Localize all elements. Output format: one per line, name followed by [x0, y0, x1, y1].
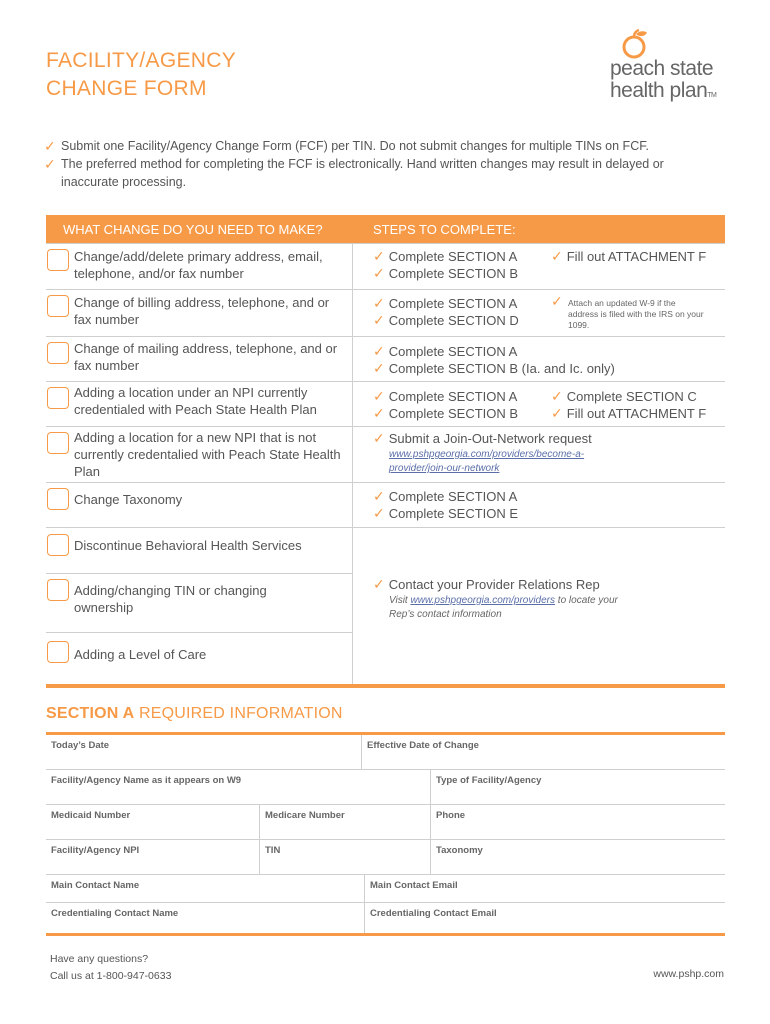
- step-text: Contact your Provider Relations Rep: [388, 577, 600, 592]
- taxonomy-field[interactable]: [430, 840, 725, 874]
- section-a-bold: SECTION A: [46, 705, 135, 722]
- change-cell: [46, 244, 352, 289]
- medicaid-field[interactable]: [46, 805, 259, 839]
- medicare-field[interactable]: [259, 805, 430, 839]
- check-icon: ✓: [551, 293, 563, 309]
- field-label: Credentialing Contact Email: [370, 908, 497, 919]
- locate-text: to locate your Rep’s contact information: [389, 595, 618, 620]
- section-a-title: [46, 705, 343, 723]
- change-text: Change Taxonomy: [74, 492, 183, 507]
- todays-date-field[interactable]: [46, 735, 361, 769]
- footer-question: Have any questions?: [50, 953, 149, 965]
- check-icon: ✓: [44, 156, 56, 172]
- steps-cell: [352, 337, 725, 381]
- step-text: Complete SECTION B: [388, 406, 519, 421]
- form-title-line1: FACILITY/AGENCY: [46, 49, 237, 72]
- change-checkbox[interactable]: [47, 432, 69, 454]
- change-row: [46, 633, 352, 685]
- step-item: [373, 295, 517, 312]
- change-cell: [46, 427, 352, 482]
- step-text: Complete SECTION B (Ia. and Ic. only): [388, 361, 615, 376]
- section-a-form: [46, 732, 725, 936]
- check-icon: ✓: [373, 343, 385, 359]
- step-item: [373, 248, 517, 265]
- steps-cell: [352, 290, 725, 336]
- form-row: [46, 770, 725, 805]
- form-row: [46, 903, 725, 933]
- step-text: Complete SECTION A: [388, 296, 518, 311]
- step-text: Complete SECTION A: [388, 344, 518, 359]
- change-text: Change/add/delete primary address, email, telephone, and/or fax number: [74, 249, 323, 281]
- step-text: Fill out ATTACHMENT F: [566, 406, 707, 421]
- change-checkbox[interactable]: [47, 488, 69, 510]
- field-label: Medicaid Number: [51, 810, 131, 821]
- change-text: Change of mailing address, telephone, and or fax number: [74, 341, 338, 373]
- check-icon: ✓: [373, 248, 385, 264]
- change-text: Change of billing address, telephone, and or fax number: [74, 295, 330, 327]
- field-label: Credentialing Contact Name: [51, 908, 179, 919]
- step-item: [373, 405, 518, 422]
- check-icon: ✓: [551, 405, 563, 421]
- providers-link[interactable]: www.pshpgeorgia.com/providers: [410, 595, 556, 606]
- cred-contact-field[interactable]: [46, 903, 364, 933]
- step-item: [551, 388, 697, 405]
- check-icon: ✓: [373, 505, 385, 521]
- form-title-line2: CHANGE FORM: [46, 77, 207, 100]
- field-label: Main Contact Name: [51, 880, 140, 891]
- steps-cell: [352, 382, 725, 426]
- footer-website[interactable]: www.pshp.com: [653, 968, 724, 980]
- change-checkbox[interactable]: [47, 641, 69, 663]
- logo-text-line2-main: health plan: [610, 79, 708, 102]
- change-checkbox[interactable]: [47, 295, 69, 317]
- check-icon: ✓: [373, 488, 385, 504]
- steps-cell: [352, 427, 725, 482]
- change-cell: [46, 382, 352, 426]
- cred-email-field[interactable]: [364, 903, 725, 933]
- check-icon: ✓: [373, 312, 385, 328]
- step-text: Complete SECTION D: [388, 313, 519, 328]
- change-cell: [46, 483, 352, 527]
- change-row: [46, 482, 725, 527]
- change-col-header: WHAT CHANGE DO YOU NEED TO MAKE?: [63, 222, 323, 237]
- peach-state-logo: [606, 26, 736, 108]
- steps-col-header: STEPS TO COMPLETE:: [373, 222, 516, 237]
- change-text: Adding a location under an NPI currently credentialed with Peach State Health Plan: [74, 385, 317, 417]
- step-item: [373, 488, 517, 505]
- visit-text: Visit: [389, 595, 408, 606]
- intro-text: Submit one Facility/Agency Change Form (FCF) per TIN. Do not submit changes for multiple TINs on FCF.: [61, 139, 649, 153]
- steps-cell: [352, 483, 725, 527]
- change-text: Discontinue Behavioral Health Services: [74, 538, 302, 553]
- step-item: [551, 405, 706, 422]
- main-contact-field[interactable]: [46, 875, 364, 902]
- field-label: Today’s Date: [51, 740, 110, 751]
- effective-date-field[interactable]: [361, 735, 725, 769]
- step-text: Complete SECTION C: [566, 389, 697, 404]
- main-email-field[interactable]: [364, 875, 725, 902]
- footer-phone: Call us at 1-800-947-0633: [50, 970, 172, 982]
- field-label: Facility/Agency Name as it appears on W9: [51, 775, 242, 786]
- step-item: [373, 343, 517, 360]
- logo-text-line1: peach state: [610, 57, 714, 80]
- change-row: [46, 426, 725, 482]
- step-text: Submit a Join-Out-Network request: [388, 431, 592, 446]
- peach-logo-icon: [620, 28, 650, 60]
- field-label: Taxonomy: [436, 845, 483, 856]
- step-item: [551, 248, 706, 265]
- step-text: Fill out ATTACHMENT F: [566, 249, 707, 264]
- form-row: [46, 875, 725, 903]
- check-icon: ✓: [373, 295, 385, 311]
- check-icon: ✓: [44, 138, 56, 154]
- form-row: [46, 735, 725, 770]
- steps-cell: [352, 528, 725, 684]
- step-item: [373, 576, 600, 593]
- step-item: [551, 293, 567, 310]
- intro-item: [44, 137, 714, 155]
- step-item: [373, 430, 592, 447]
- intro-item: [44, 155, 714, 191]
- form-row: [46, 805, 725, 840]
- change-cell-group: [46, 528, 352, 684]
- change-row: [46, 289, 725, 336]
- field-label: Type of Facility/Agency: [436, 775, 542, 786]
- npi-field[interactable]: [46, 840, 259, 874]
- change-cell: [46, 337, 352, 381]
- check-icon: ✓: [373, 265, 385, 281]
- join-network-link[interactable]: www.pshpgeorgia.com/providers/become-a-provider/join-our-network: [389, 449, 585, 474]
- tin-field[interactable]: [259, 840, 430, 874]
- change-row: [46, 528, 352, 574]
- step-text: Complete SECTION A: [388, 249, 518, 264]
- change-checkbox[interactable]: [47, 342, 69, 364]
- step-item: [373, 360, 615, 377]
- form-title: [46, 47, 236, 103]
- step-text: Complete SECTION A: [388, 489, 518, 504]
- change-text: Adding a Level of Care: [74, 647, 207, 662]
- step-item: [373, 265, 518, 282]
- change-checkbox[interactable]: [47, 534, 69, 556]
- check-icon: ✓: [373, 576, 385, 592]
- change-row-group: [46, 527, 725, 684]
- change-row: [46, 336, 725, 381]
- check-icon: ✓: [373, 388, 385, 404]
- logo-text-line2: [610, 79, 716, 108]
- change-checkbox[interactable]: [47, 387, 69, 409]
- step-text: Complete SECTION B: [388, 266, 519, 281]
- change-text: Adding a location for a new NPI that is not currently credentalied with Peach State Health Plan: [74, 430, 341, 479]
- change-text: Adding/changing TIN or changing ownership: [74, 583, 267, 615]
- field-label: TIN: [265, 845, 281, 856]
- intro-text: The preferred method for completing the FCF is electronically. Hand written changes may result in delayed or inaccurate processing.: [61, 157, 664, 189]
- field-label: Phone: [436, 810, 466, 821]
- steps-cell: [352, 244, 725, 289]
- phone-field[interactable]: [430, 805, 725, 839]
- step-text: Complete SECTION A: [388, 389, 518, 404]
- change-row: [46, 243, 725, 289]
- change-table: [46, 215, 725, 662]
- change-cell: [46, 290, 352, 336]
- provider-rep-note: [389, 594, 639, 622]
- step-item: [373, 312, 519, 329]
- check-icon: ✓: [551, 248, 563, 264]
- join-network-link-wrap: [389, 448, 629, 476]
- change-checkbox[interactable]: [47, 249, 69, 271]
- change-row: [46, 574, 352, 633]
- check-icon: ✓: [373, 360, 385, 376]
- field-label: Facility/Agency NPI: [51, 845, 140, 856]
- step-item: [373, 388, 517, 405]
- check-icon: ✓: [373, 405, 385, 421]
- table-bottom-rule: [46, 684, 725, 688]
- footer-contact: [50, 951, 171, 985]
- logo-trademark: TM: [707, 92, 717, 99]
- change-table-header: [46, 215, 725, 243]
- facility-type-field[interactable]: [430, 770, 725, 804]
- check-icon: ✓: [551, 388, 563, 404]
- field-label: Main Contact Email: [370, 880, 458, 891]
- step-item: [373, 505, 518, 522]
- form-row: [46, 840, 725, 875]
- step-note: Attach an updated W-9 if the address is filed with the IRS on your 1099.: [568, 298, 704, 330]
- change-checkbox[interactable]: [47, 579, 69, 601]
- change-row: [46, 381, 725, 426]
- intro-instructions: [44, 137, 714, 191]
- check-icon: ✓: [373, 430, 385, 446]
- facility-name-field[interactable]: [46, 770, 430, 804]
- field-label: Medicare Number: [265, 810, 345, 821]
- section-a-subtitle: REQUIRED INFORMATION: [138, 705, 343, 722]
- step-text: Complete SECTION E: [388, 506, 519, 521]
- field-label: Effective Date of Change: [367, 740, 479, 751]
